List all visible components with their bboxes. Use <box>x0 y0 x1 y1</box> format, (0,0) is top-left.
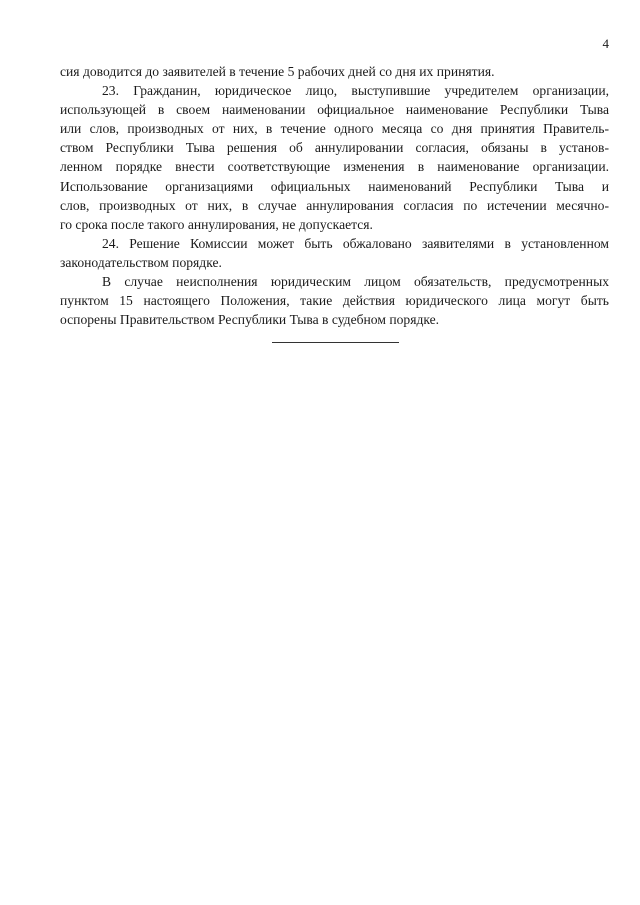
document-body <box>60 62 609 329</box>
text-line: 23. Гражданин, юридическое лицо, выступившие учредителем организации, <box>102 83 609 99</box>
text-line: слов, производных от них, в случае аннулирования согласия по истечении месячно- <box>60 197 609 213</box>
page-number: 4 <box>602 36 609 51</box>
text-line: пунктом 15 настоящего Положения, такие действия юридического лица могут быть <box>60 293 609 309</box>
text-line: или слов, производных от них, в течение одного месяца со дня принятия Правитель- <box>60 121 609 137</box>
text-line: ством Республики Тыва решения об аннулировании согласия, обязаны в установ- <box>60 140 609 156</box>
text-line: сия доводится до заявителей в течение 5 рабочих дней со дня их принятия. <box>60 64 495 79</box>
text-line: использующей в своем наименовании официальное наименование Республики Тыва <box>60 102 609 118</box>
text-line: ленном порядке внести соответствующие изменения в наименование организации. <box>60 159 609 175</box>
text-line: В случае неисполнения юридическим лицом обязательств, предусмотренных <box>102 274 609 290</box>
text-line: Использование организациями официальных наименований Республики Тыва и <box>60 178 609 194</box>
text-line: 24. Решение Комиссии может быть обжаловано заявителями в установленном <box>102 235 609 251</box>
text-line: го срока после такого аннулирования, не допускается. <box>60 216 373 232</box>
text-line: оспорены Правительством Республики Тыва в судебном порядке. <box>60 312 440 328</box>
text-line: законодательством порядке. <box>60 254 222 270</box>
end-divider <box>272 342 399 343</box>
